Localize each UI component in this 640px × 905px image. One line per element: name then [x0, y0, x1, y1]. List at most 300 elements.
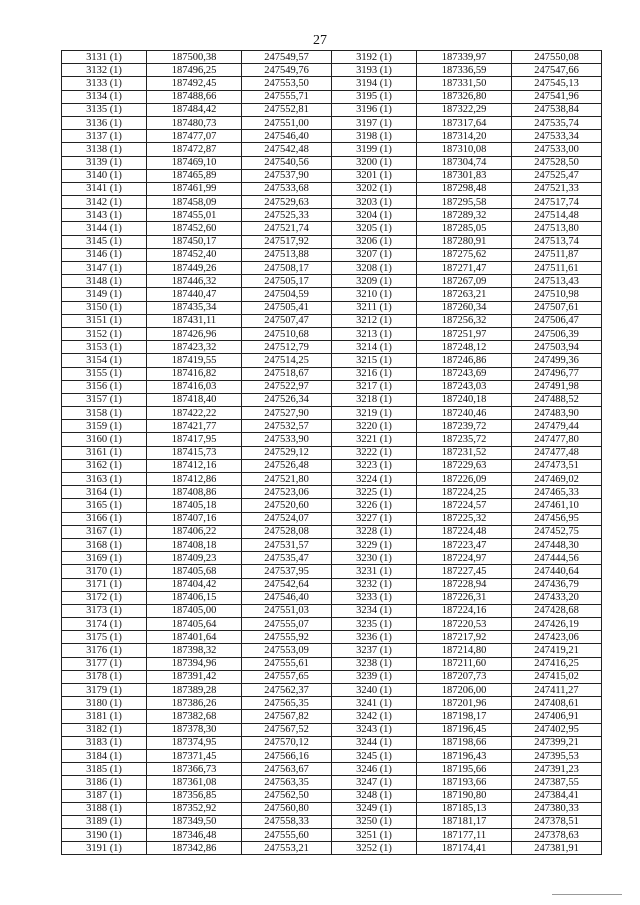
right-y-coordinate-cell: 247415,02 — [512, 670, 602, 683]
left-y-coordinate-cell: 247555,61 — [242, 657, 332, 670]
left-x-coordinate-cell: 187469,10 — [147, 156, 242, 169]
right-point-id-cell: 3215 (1) — [332, 354, 417, 367]
table-row — [62, 644, 602, 657]
right-point-id-cell: 3201 (1) — [332, 169, 417, 182]
right-y-coordinate-cell: 247378,51 — [512, 815, 602, 828]
left-point-id-cell: 3184 (1) — [62, 749, 147, 762]
right-y-coordinate-cell: 247423,06 — [512, 631, 602, 644]
table-row — [62, 802, 602, 815]
left-x-coordinate-cell: 187426,96 — [147, 327, 242, 340]
right-point-id-cell: 3221 (1) — [332, 433, 417, 446]
right-point-id-cell: 3232 (1) — [332, 578, 417, 591]
left-point-id-cell: 3147 (1) — [62, 262, 147, 275]
right-x-coordinate-cell: 187310,08 — [417, 143, 512, 156]
table-row — [62, 684, 602, 697]
left-x-coordinate-cell: 187431,11 — [147, 314, 242, 327]
right-point-id-cell: 3203 (1) — [332, 196, 417, 209]
left-point-id-cell: 3152 (1) — [62, 327, 147, 340]
table-row — [62, 473, 602, 486]
left-point-id-cell: 3154 (1) — [62, 354, 147, 367]
left-x-coordinate-cell: 187450,17 — [147, 235, 242, 248]
right-y-coordinate-cell: 247381,91 — [512, 842, 602, 855]
table-row — [62, 116, 602, 129]
left-point-id-cell: 3173 (1) — [62, 604, 147, 617]
right-x-coordinate-cell: 187339,97 — [417, 51, 512, 64]
left-y-coordinate-cell: 247537,90 — [242, 169, 332, 182]
right-point-id-cell: 3247 (1) — [332, 776, 417, 789]
right-x-coordinate-cell: 187243,69 — [417, 367, 512, 380]
left-x-coordinate-cell: 187417,95 — [147, 433, 242, 446]
table-row — [62, 77, 602, 90]
table-row — [62, 486, 602, 499]
right-x-coordinate-cell: 187195,66 — [417, 763, 512, 776]
left-x-coordinate-cell: 187346,48 — [147, 829, 242, 842]
right-x-coordinate-cell: 187239,72 — [417, 420, 512, 433]
left-point-id-cell: 3191 (1) — [62, 842, 147, 855]
right-point-id-cell: 3211 (1) — [332, 301, 417, 314]
right-y-coordinate-cell: 247550,08 — [512, 51, 602, 64]
left-point-id-cell: 3179 (1) — [62, 684, 147, 697]
right-x-coordinate-cell: 187193,66 — [417, 776, 512, 789]
left-point-id-cell: 3131 (1) — [62, 51, 147, 64]
table-row — [62, 64, 602, 77]
left-x-coordinate-cell: 187405,64 — [147, 618, 242, 631]
right-x-coordinate-cell: 187196,45 — [417, 723, 512, 736]
right-x-coordinate-cell: 187174,41 — [417, 842, 512, 855]
right-y-coordinate-cell: 247433,20 — [512, 591, 602, 604]
left-y-coordinate-cell: 247555,92 — [242, 631, 332, 644]
right-y-coordinate-cell: 247461,10 — [512, 499, 602, 512]
left-point-id-cell: 3162 (1) — [62, 459, 147, 472]
right-point-id-cell: 3244 (1) — [332, 736, 417, 749]
right-point-id-cell: 3226 (1) — [332, 499, 417, 512]
right-y-coordinate-cell: 247506,39 — [512, 327, 602, 340]
right-point-id-cell: 3242 (1) — [332, 710, 417, 723]
table-row — [62, 407, 602, 420]
left-y-coordinate-cell: 247510,68 — [242, 327, 332, 340]
right-point-id-cell: 3220 (1) — [332, 420, 417, 433]
right-point-id-cell: 3204 (1) — [332, 209, 417, 222]
left-x-coordinate-cell: 187356,85 — [147, 789, 242, 802]
left-x-coordinate-cell: 187418,40 — [147, 393, 242, 406]
right-point-id-cell: 3214 (1) — [332, 341, 417, 354]
right-x-coordinate-cell: 187201,96 — [417, 697, 512, 710]
right-x-coordinate-cell: 187181,17 — [417, 815, 512, 828]
right-y-coordinate-cell: 247503,94 — [512, 341, 602, 354]
right-y-coordinate-cell: 247380,33 — [512, 802, 602, 815]
left-point-id-cell: 3160 (1) — [62, 433, 147, 446]
left-point-id-cell: 3167 (1) — [62, 525, 147, 538]
table-row — [62, 591, 602, 604]
left-x-coordinate-cell: 187405,68 — [147, 565, 242, 578]
left-y-coordinate-cell: 247563,35 — [242, 776, 332, 789]
right-point-id-cell: 3234 (1) — [332, 604, 417, 617]
right-x-coordinate-cell: 187198,66 — [417, 736, 512, 749]
right-y-coordinate-cell: 247510,98 — [512, 288, 602, 301]
left-y-coordinate-cell: 247531,57 — [242, 538, 332, 551]
left-x-coordinate-cell: 187422,22 — [147, 407, 242, 420]
left-point-id-cell: 3161 (1) — [62, 446, 147, 459]
left-point-id-cell: 3187 (1) — [62, 789, 147, 802]
table-row — [62, 525, 602, 538]
left-y-coordinate-cell: 247552,81 — [242, 103, 332, 116]
left-x-coordinate-cell: 187435,34 — [147, 301, 242, 314]
right-x-coordinate-cell: 187243,03 — [417, 380, 512, 393]
right-x-coordinate-cell: 187226,09 — [417, 473, 512, 486]
table-row — [62, 156, 602, 169]
left-x-coordinate-cell: 187421,77 — [147, 420, 242, 433]
right-point-id-cell: 3230 (1) — [332, 552, 417, 565]
right-y-coordinate-cell: 247521,33 — [512, 182, 602, 195]
left-point-id-cell: 3134 (1) — [62, 90, 147, 103]
right-x-coordinate-cell: 187196,43 — [417, 749, 512, 762]
left-point-id-cell: 3180 (1) — [62, 697, 147, 710]
right-point-id-cell: 3241 (1) — [332, 697, 417, 710]
right-point-id-cell: 3246 (1) — [332, 763, 417, 776]
left-y-coordinate-cell: 247514,25 — [242, 354, 332, 367]
right-point-id-cell: 3251 (1) — [332, 829, 417, 842]
left-point-id-cell: 3150 (1) — [62, 301, 147, 314]
left-y-coordinate-cell: 247527,90 — [242, 407, 332, 420]
left-y-coordinate-cell: 247553,09 — [242, 644, 332, 657]
right-y-coordinate-cell: 247533,00 — [512, 143, 602, 156]
left-point-id-cell: 3190 (1) — [62, 829, 147, 842]
right-x-coordinate-cell: 187224,16 — [417, 604, 512, 617]
right-point-id-cell: 3236 (1) — [332, 631, 417, 644]
left-point-id-cell: 3132 (1) — [62, 64, 147, 77]
table-row — [62, 829, 602, 842]
table-row — [62, 354, 602, 367]
left-point-id-cell: 3182 (1) — [62, 723, 147, 736]
right-y-coordinate-cell: 247477,48 — [512, 446, 602, 459]
left-x-coordinate-cell: 187465,89 — [147, 169, 242, 182]
right-x-coordinate-cell: 187206,00 — [417, 684, 512, 697]
right-y-coordinate-cell: 247378,63 — [512, 829, 602, 842]
right-y-coordinate-cell: 247419,21 — [512, 644, 602, 657]
left-y-coordinate-cell: 247542,48 — [242, 143, 332, 156]
table-row — [62, 697, 602, 710]
right-point-id-cell: 3207 (1) — [332, 248, 417, 261]
left-y-coordinate-cell: 247553,50 — [242, 77, 332, 90]
right-x-coordinate-cell: 187331,50 — [417, 77, 512, 90]
left-x-coordinate-cell: 187416,82 — [147, 367, 242, 380]
right-x-coordinate-cell: 187225,32 — [417, 512, 512, 525]
right-y-coordinate-cell: 247440,64 — [512, 565, 602, 578]
left-y-coordinate-cell: 247508,17 — [242, 262, 332, 275]
left-x-coordinate-cell: 187394,96 — [147, 657, 242, 670]
right-x-coordinate-cell: 187289,32 — [417, 209, 512, 222]
left-y-coordinate-cell: 247529,63 — [242, 196, 332, 209]
right-x-coordinate-cell: 187227,45 — [417, 565, 512, 578]
footer-rule — [552, 894, 622, 895]
left-x-coordinate-cell: 187419,55 — [147, 354, 242, 367]
left-x-coordinate-cell: 187458,09 — [147, 196, 242, 209]
right-y-coordinate-cell: 247408,61 — [512, 697, 602, 710]
left-point-id-cell: 3183 (1) — [62, 736, 147, 749]
left-x-coordinate-cell: 187412,86 — [147, 473, 242, 486]
left-x-coordinate-cell: 187440,47 — [147, 288, 242, 301]
right-x-coordinate-cell: 187198,17 — [417, 710, 512, 723]
right-x-coordinate-cell: 187224,57 — [417, 499, 512, 512]
left-y-coordinate-cell: 247551,03 — [242, 604, 332, 617]
left-y-coordinate-cell: 247555,71 — [242, 90, 332, 103]
left-point-id-cell: 3148 (1) — [62, 275, 147, 288]
right-point-id-cell: 3233 (1) — [332, 591, 417, 604]
right-x-coordinate-cell: 187246,86 — [417, 354, 512, 367]
left-y-coordinate-cell: 247557,65 — [242, 670, 332, 683]
right-x-coordinate-cell: 187317,64 — [417, 116, 512, 129]
left-y-coordinate-cell: 247524,07 — [242, 512, 332, 525]
table-row — [62, 262, 602, 275]
table-row — [62, 552, 602, 565]
table-row — [62, 327, 602, 340]
right-y-coordinate-cell: 247456,95 — [512, 512, 602, 525]
table-row — [62, 420, 602, 433]
right-point-id-cell: 3239 (1) — [332, 670, 417, 683]
left-y-coordinate-cell: 247507,47 — [242, 314, 332, 327]
left-x-coordinate-cell: 187371,45 — [147, 749, 242, 762]
table-row — [62, 815, 602, 828]
left-point-id-cell: 3139 (1) — [62, 156, 147, 169]
left-x-coordinate-cell: 187423,32 — [147, 341, 242, 354]
right-point-id-cell: 3216 (1) — [332, 367, 417, 380]
left-point-id-cell: 3165 (1) — [62, 499, 147, 512]
left-x-coordinate-cell: 187361,08 — [147, 776, 242, 789]
left-x-coordinate-cell: 187461,99 — [147, 182, 242, 195]
left-y-coordinate-cell: 247555,60 — [242, 829, 332, 842]
right-point-id-cell: 3210 (1) — [332, 288, 417, 301]
table-row — [62, 341, 602, 354]
table-row — [62, 842, 602, 855]
right-point-id-cell: 3250 (1) — [332, 815, 417, 828]
left-x-coordinate-cell: 187382,68 — [147, 710, 242, 723]
right-point-id-cell: 3245 (1) — [332, 749, 417, 762]
table-row — [62, 512, 602, 525]
left-y-coordinate-cell: 247562,37 — [242, 684, 332, 697]
left-y-coordinate-cell: 247549,57 — [242, 51, 332, 64]
left-x-coordinate-cell: 187366,73 — [147, 763, 242, 776]
left-x-coordinate-cell: 187349,50 — [147, 815, 242, 828]
right-y-coordinate-cell: 247513,74 — [512, 235, 602, 248]
right-y-coordinate-cell: 247444,56 — [512, 552, 602, 565]
left-y-coordinate-cell: 247567,52 — [242, 723, 332, 736]
right-point-id-cell: 3240 (1) — [332, 684, 417, 697]
table-row — [62, 433, 602, 446]
left-y-coordinate-cell: 247526,48 — [242, 459, 332, 472]
left-point-id-cell: 3158 (1) — [62, 407, 147, 420]
right-y-coordinate-cell: 247416,25 — [512, 657, 602, 670]
right-point-id-cell: 3212 (1) — [332, 314, 417, 327]
table-row — [62, 670, 602, 683]
left-x-coordinate-cell: 187500,38 — [147, 51, 242, 64]
right-x-coordinate-cell: 187301,83 — [417, 169, 512, 182]
left-x-coordinate-cell: 187415,73 — [147, 446, 242, 459]
left-point-id-cell: 3166 (1) — [62, 512, 147, 525]
table-row — [62, 169, 602, 182]
right-y-coordinate-cell: 247477,80 — [512, 433, 602, 446]
right-x-coordinate-cell: 187224,48 — [417, 525, 512, 538]
table-row — [62, 499, 602, 512]
right-x-coordinate-cell: 187256,32 — [417, 314, 512, 327]
table-row — [62, 723, 602, 736]
right-y-coordinate-cell: 247488,52 — [512, 393, 602, 406]
right-y-coordinate-cell: 247399,21 — [512, 736, 602, 749]
right-y-coordinate-cell: 247428,68 — [512, 604, 602, 617]
right-point-id-cell: 3200 (1) — [332, 156, 417, 169]
table-row — [62, 446, 602, 459]
left-x-coordinate-cell: 187480,73 — [147, 116, 242, 129]
left-y-coordinate-cell: 247512,79 — [242, 341, 332, 354]
right-point-id-cell: 3205 (1) — [332, 222, 417, 235]
right-y-coordinate-cell: 247387,55 — [512, 776, 602, 789]
right-point-id-cell: 3208 (1) — [332, 262, 417, 275]
right-point-id-cell: 3193 (1) — [332, 64, 417, 77]
left-point-id-cell: 3172 (1) — [62, 591, 147, 604]
right-point-id-cell: 3229 (1) — [332, 538, 417, 551]
left-x-coordinate-cell: 187378,30 — [147, 723, 242, 736]
right-x-coordinate-cell: 187326,80 — [417, 90, 512, 103]
left-y-coordinate-cell: 247504,59 — [242, 288, 332, 301]
right-y-coordinate-cell: 247533,34 — [512, 130, 602, 143]
left-x-coordinate-cell: 187477,07 — [147, 130, 242, 143]
left-y-coordinate-cell: 247523,06 — [242, 486, 332, 499]
left-point-id-cell: 3175 (1) — [62, 631, 147, 644]
left-point-id-cell: 3157 (1) — [62, 393, 147, 406]
right-x-coordinate-cell: 187275,62 — [417, 248, 512, 261]
right-point-id-cell: 3192 (1) — [332, 51, 417, 64]
right-y-coordinate-cell: 247511,61 — [512, 262, 602, 275]
right-y-coordinate-cell: 247513,43 — [512, 275, 602, 288]
left-y-coordinate-cell: 247567,82 — [242, 710, 332, 723]
left-point-id-cell: 3136 (1) — [62, 116, 147, 129]
left-y-coordinate-cell: 247521,74 — [242, 222, 332, 235]
left-x-coordinate-cell: 187408,86 — [147, 486, 242, 499]
left-y-coordinate-cell: 247566,16 — [242, 749, 332, 762]
left-point-id-cell: 3135 (1) — [62, 103, 147, 116]
left-y-coordinate-cell: 247518,67 — [242, 367, 332, 380]
right-x-coordinate-cell: 187228,94 — [417, 578, 512, 591]
right-x-coordinate-cell: 187304,74 — [417, 156, 512, 169]
table-row — [62, 51, 602, 64]
left-point-id-cell: 3181 (1) — [62, 710, 147, 723]
right-y-coordinate-cell: 247465,33 — [512, 486, 602, 499]
left-y-coordinate-cell: 247537,95 — [242, 565, 332, 578]
right-point-id-cell: 3198 (1) — [332, 130, 417, 143]
left-y-coordinate-cell: 247551,00 — [242, 116, 332, 129]
table-row — [62, 143, 602, 156]
left-point-id-cell: 3151 (1) — [62, 314, 147, 327]
right-y-coordinate-cell: 247514,48 — [512, 209, 602, 222]
right-point-id-cell: 3194 (1) — [332, 77, 417, 90]
left-x-coordinate-cell: 187449,26 — [147, 262, 242, 275]
table-row — [62, 367, 602, 380]
left-x-coordinate-cell: 187472,87 — [147, 143, 242, 156]
table-row — [62, 314, 602, 327]
right-y-coordinate-cell: 247452,75 — [512, 525, 602, 538]
right-y-coordinate-cell: 247426,19 — [512, 618, 602, 631]
right-x-coordinate-cell: 187271,47 — [417, 262, 512, 275]
left-point-id-cell: 3149 (1) — [62, 288, 147, 301]
left-y-coordinate-cell: 247563,67 — [242, 763, 332, 776]
left-y-coordinate-cell: 247555,07 — [242, 618, 332, 631]
right-y-coordinate-cell: 247517,74 — [512, 196, 602, 209]
right-point-id-cell: 3199 (1) — [332, 143, 417, 156]
left-x-coordinate-cell: 187446,32 — [147, 275, 242, 288]
right-x-coordinate-cell: 187263,21 — [417, 288, 512, 301]
left-y-coordinate-cell: 247528,08 — [242, 525, 332, 538]
right-y-coordinate-cell: 247491,98 — [512, 380, 602, 393]
left-x-coordinate-cell: 187391,42 — [147, 670, 242, 683]
left-x-coordinate-cell: 187389,28 — [147, 684, 242, 697]
table-row — [62, 736, 602, 749]
right-x-coordinate-cell: 187224,97 — [417, 552, 512, 565]
right-y-coordinate-cell: 247541,96 — [512, 90, 602, 103]
right-x-coordinate-cell: 187295,58 — [417, 196, 512, 209]
right-point-id-cell: 3202 (1) — [332, 182, 417, 195]
right-x-coordinate-cell: 187224,25 — [417, 486, 512, 499]
table-row — [62, 578, 602, 591]
right-x-coordinate-cell: 187229,63 — [417, 459, 512, 472]
right-x-coordinate-cell: 187267,09 — [417, 275, 512, 288]
right-x-coordinate-cell: 187240,46 — [417, 407, 512, 420]
right-y-coordinate-cell: 247507,61 — [512, 301, 602, 314]
left-point-id-cell: 3145 (1) — [62, 235, 147, 248]
left-x-coordinate-cell: 187405,18 — [147, 499, 242, 512]
left-y-coordinate-cell: 247549,76 — [242, 64, 332, 77]
table-row — [62, 763, 602, 776]
left-point-id-cell: 3140 (1) — [62, 169, 147, 182]
left-y-coordinate-cell: 247553,21 — [242, 842, 332, 855]
left-x-coordinate-cell: 187496,25 — [147, 64, 242, 77]
table-row — [62, 393, 602, 406]
table-row — [62, 380, 602, 393]
right-x-coordinate-cell: 187217,92 — [417, 631, 512, 644]
left-y-coordinate-cell: 247533,68 — [242, 182, 332, 195]
left-y-coordinate-cell: 247546,40 — [242, 591, 332, 604]
left-y-coordinate-cell: 247560,80 — [242, 802, 332, 815]
left-x-coordinate-cell: 187408,18 — [147, 538, 242, 551]
left-point-id-cell: 3156 (1) — [62, 380, 147, 393]
right-y-coordinate-cell: 247511,87 — [512, 248, 602, 261]
left-x-coordinate-cell: 187484,42 — [147, 103, 242, 116]
left-x-coordinate-cell: 187386,26 — [147, 697, 242, 710]
left-y-coordinate-cell: 247562,50 — [242, 789, 332, 802]
right-x-coordinate-cell: 187235,72 — [417, 433, 512, 446]
table-row — [62, 209, 602, 222]
left-point-id-cell: 3138 (1) — [62, 143, 147, 156]
right-y-coordinate-cell: 247391,23 — [512, 763, 602, 776]
right-y-coordinate-cell: 247538,84 — [512, 103, 602, 116]
right-point-id-cell: 3228 (1) — [332, 525, 417, 538]
table-row — [62, 565, 602, 578]
table-row — [62, 235, 602, 248]
left-y-coordinate-cell: 247521,80 — [242, 473, 332, 486]
table-row — [62, 776, 602, 789]
right-x-coordinate-cell: 187240,18 — [417, 393, 512, 406]
right-y-coordinate-cell: 247513,80 — [512, 222, 602, 235]
right-point-id-cell: 3196 (1) — [332, 103, 417, 116]
right-point-id-cell: 3222 (1) — [332, 446, 417, 459]
right-point-id-cell: 3235 (1) — [332, 618, 417, 631]
table-row — [62, 749, 602, 762]
left-point-id-cell: 3159 (1) — [62, 420, 147, 433]
left-y-coordinate-cell: 247540,56 — [242, 156, 332, 169]
right-point-id-cell: 3243 (1) — [332, 723, 417, 736]
left-point-id-cell: 3185 (1) — [62, 763, 147, 776]
right-x-coordinate-cell: 187207,73 — [417, 670, 512, 683]
left-point-id-cell: 3189 (1) — [62, 815, 147, 828]
table-row — [62, 248, 602, 261]
